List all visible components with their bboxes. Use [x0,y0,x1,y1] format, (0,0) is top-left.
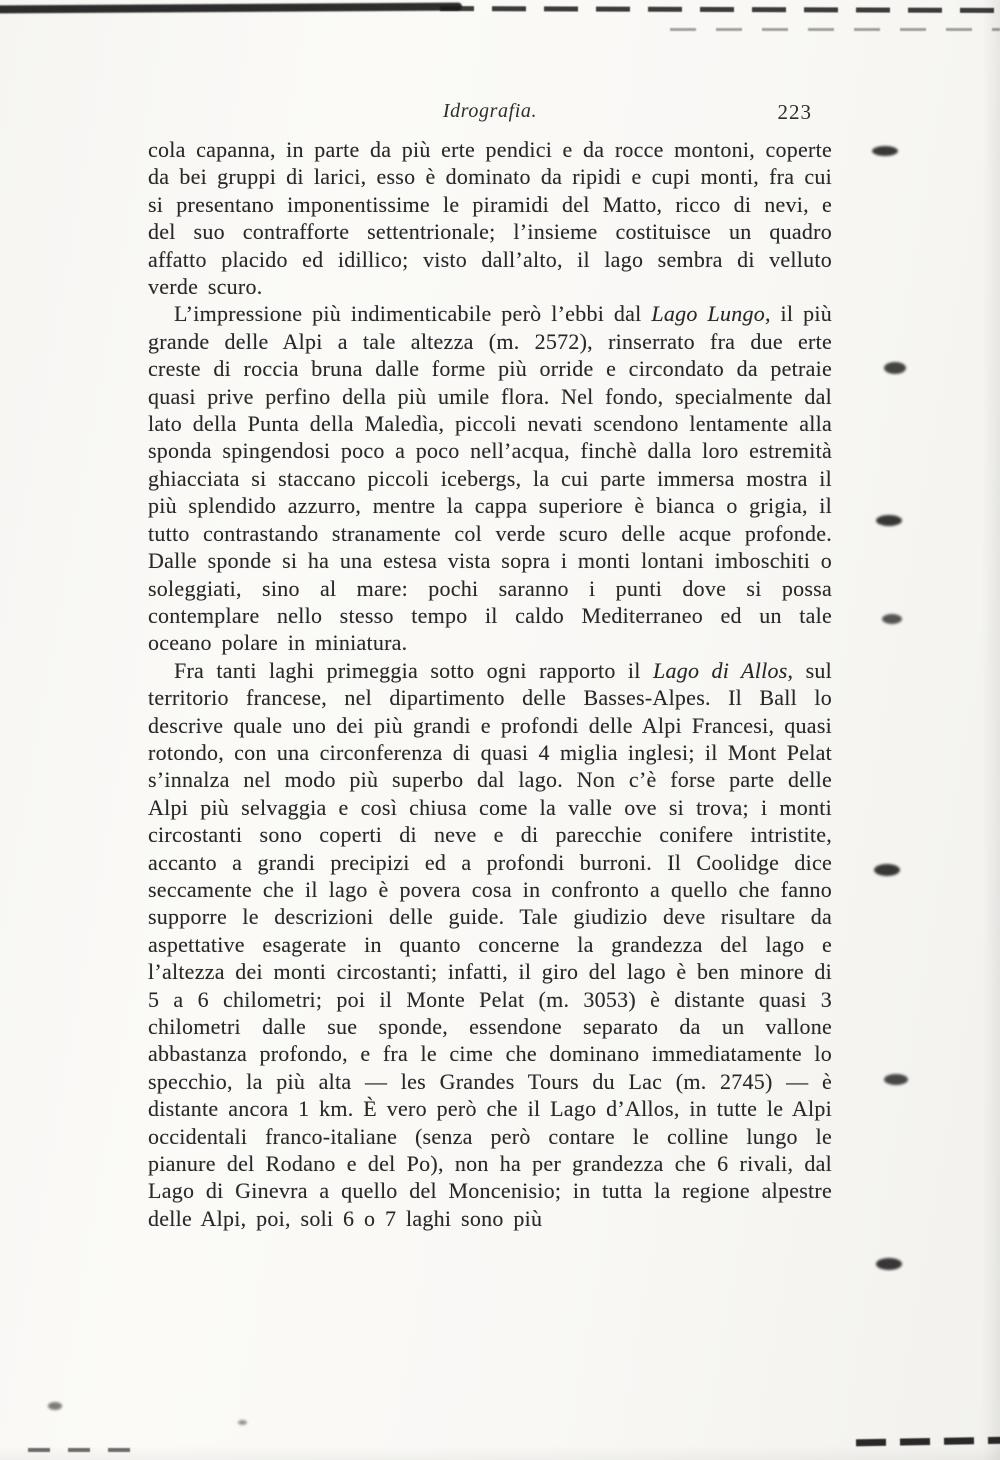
scan-edge-dashes-top [440,6,1000,13]
scan-smudge [48,1402,62,1410]
paragraph [148,300,832,656]
scan-edge-dashes-top-right [670,28,1000,31]
scan-edge-dashes-bottom-right [856,1437,1000,1447]
text-run: cola capanna, in parte da più erte pendici e da rocce montoni, coperte da bei gruppi di larici, esso è dominato da ripidi e cupi monti, fra cui si presentano imponentissime le piramidi del Matto, ricco di nevi, e del suo contrafforte settentrionale; l’insieme costituisce un quadro affatto placido ed idillico; visto dall’alto, il lago sembra di velluto verde scuro. [148,137,832,300]
page-edge-shadow-right [982,0,1000,1460]
scan-smudge [872,146,898,156]
text-run: , il più grande delle Alpi a tale altezza (m. 2572), rinserrato fra due erte creste di roccia bruna dalle forme più orride e circondato da petraie quasi prive perfino della più umile flora. Nel fondo, specialmente dal lato della Punta della Maledìa, piccoli nevati scendono lentamente alla sponda spingendosi poco a poco nell’acqua, finchè dalla loro estremità ghiacciata si staccano piccoli icebergs, la cui parte immersa mostra il più splendido azzurro, mentre la cappa superiore è bianca o grigia, il tutto contrastando stranamente col verde scuro delle acque profonde. Dalle sponde si ha una estesa vista sopra i monti lontani imboschiti o soleggiati, sino al mare: pochi saranno i punti dove si possa contemplare nello stesso tempo il caldo Mediterraneo ed un tale oceano polare in miniatura. [148,301,832,656]
scan-smudge [238,1420,247,1425]
scan-edge-mark-top-left [0,3,462,14]
text-run: L’impressione più indimenticabile però l’ebbi dal [174,301,652,327]
paragraph [148,136,832,300]
scan-smudge [884,362,906,374]
scan-smudge [884,1074,908,1085]
text-run: , sul territorio francese, nel dipartimento delle Basses-Alpes. Il Ball lo descrive quale uno dei più grandi e profondi delle Alpi Francesi, quasi rotondo, con una circonferenza di quasi 4 miglia inglesi; il Mont Pelat s’innalza nel modo più superbo dal lago. Non c’è forse parte delle Alpi più selvaggia e così chiusa come la valle ove si trova; i monti circostanti sono coperti di neve e di parecchie conifere intristite, accanto a grandi precipizi ed a profondi burroni. Il Coolidge dice seccamente che il lago è povera cosa in confronto a quello che fanno supporre le descrizioni delle guide. Tale giudizio deve risultare da aspettative esagerate in quanto concerne la grandezza del lago e l’altezza dei monti circostanti; infatti, il giro del lago è ben minore di 5 a 6 chilometri; poi il Monte Pelat (m. 3053) è distante quasi 3 chilometri dalle sue sponde, essendone separato da un vallone abbastanza profondo, e fra le cime che dominano immediatamente lo specchio, la più alta — les Grandes Tours du Lac (m. 2745) — è distante ancora 1 km. È vero però che il Lago d’Allos, in tutte le Alpi occidentali franco-italiane (senza però contare le colline lungo le pianure del Rodano e del Po), non ha per grandezza che 6 rivali, dal Lago di Ginevra a quello del Moncenisio; in tutta la regione alpestre delle Alpi, poi, soli 6 o 7 laghi sono più [148,657,832,1231]
page-number: 223 [777,100,812,124]
italic-text-run: Lago di Allos [652,657,788,683]
running-header-title: Idrografia. [442,100,538,122]
italic-text-run: Lago Lungo [651,301,765,327]
paragraph [148,657,832,1233]
text-run: Fra tanti laghi primeggia sotto ogni rapporto il [174,657,653,683]
scan-smudge [882,614,902,624]
scan-smudge [876,1258,902,1270]
scan-smudge [876,515,902,526]
page-edge-shadow-bottom [0,1446,1000,1460]
running-header [148,100,832,128]
text-block [148,136,832,1232]
scan-smudge [874,864,900,876]
